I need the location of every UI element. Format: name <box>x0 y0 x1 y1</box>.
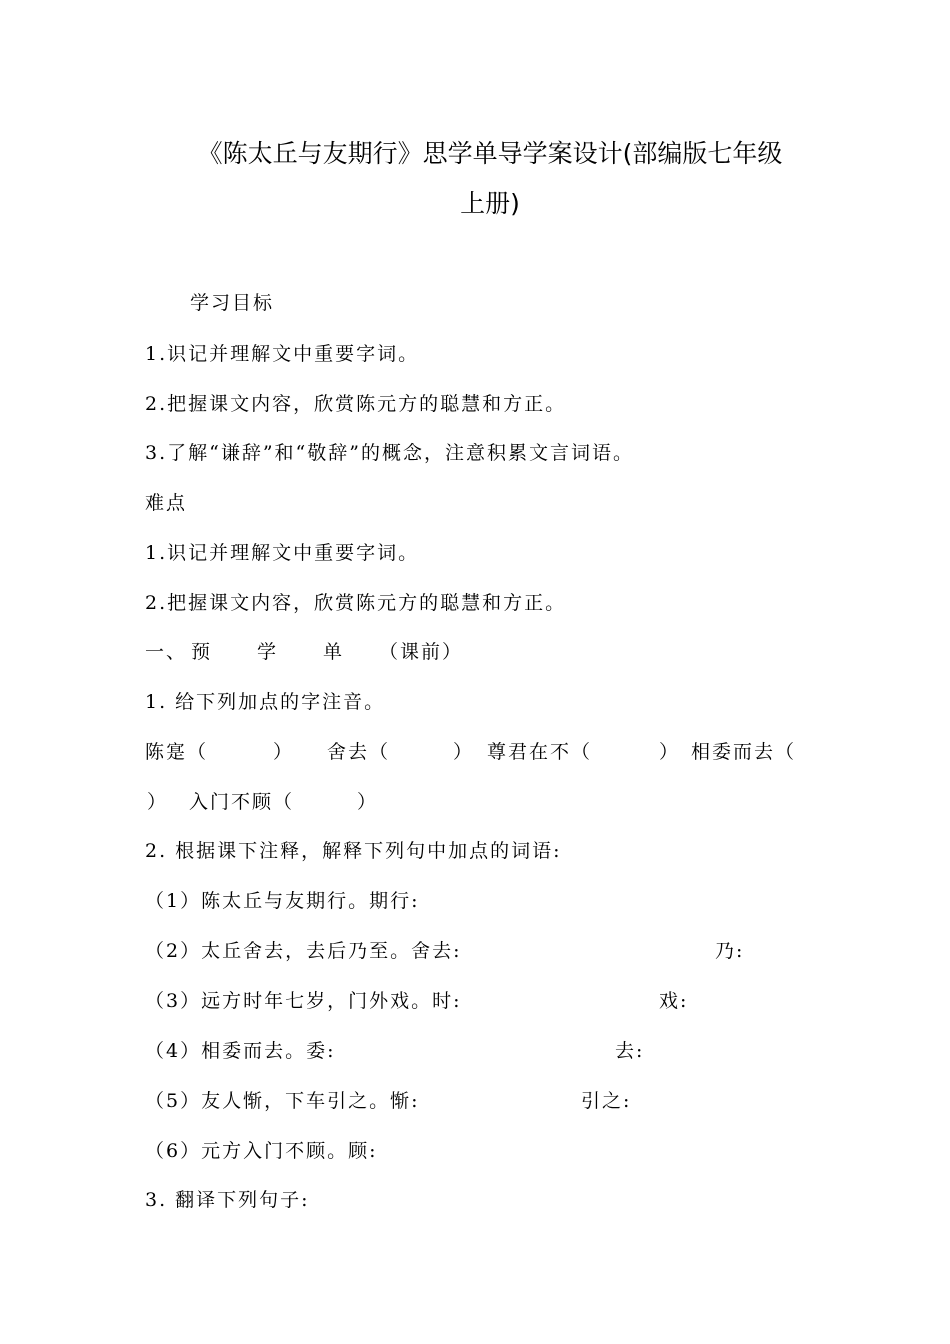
section1-heading-char: 学 <box>257 641 279 663</box>
objective-item: 3.了解“谦辞”和“敬辞”的概念，注意积累文言词语。 <box>145 442 634 464</box>
q2-item-text: （1）陈太丘与友期行。期行: <box>145 890 420 912</box>
q2-item <box>145 936 845 966</box>
q1-row-1 <box>145 737 845 767</box>
q2-item <box>145 1036 845 1066</box>
q1-item-chenshi: 陈寔（ <box>145 741 209 763</box>
q2-item <box>145 1086 845 1116</box>
section1-heading-char: 单 <box>323 641 345 663</box>
q2-prompt: 2. 根据课下注释，解释下列句中加点的词语: <box>145 840 562 862</box>
q1-paren-close: ） <box>147 791 169 813</box>
q1-paren-close: ） <box>453 741 475 763</box>
section1-heading-suffix: （课前） <box>379 641 464 663</box>
q2-item <box>145 886 845 916</box>
q1-item-rumen: 入门不顾（ <box>189 791 295 813</box>
section1-heading-char: 预 <box>191 641 213 663</box>
section1-heading-prefix: 一、 <box>145 641 188 663</box>
document-title-line-2: 上册) <box>460 189 520 218</box>
document-title-line-1: 《陈太丘与友期行》思学单导学案设计(部编版七年级 <box>197 139 783 168</box>
objective-item: 2.把握课文内容，欣赏陈元方的聪慧和方正。 <box>145 393 567 415</box>
q2-item-text: （6）元方入门不顾。顾: <box>145 1140 378 1162</box>
q1-prompt: 1. 给下列加点的字注音。 <box>145 691 386 713</box>
q3-prompt: 3. 翻译下列句子: <box>145 1189 310 1211</box>
q1-item-zunjun: 尊君在不（ <box>487 741 593 763</box>
section1-heading <box>145 637 845 667</box>
q2-item <box>145 986 845 1016</box>
q1-paren-close: ） <box>273 741 295 763</box>
q2-item-text: （3）远方时年七岁，门外戏。时: <box>145 990 462 1012</box>
objectives-heading: 学习目标 <box>190 292 275 314</box>
objective-item: 1.识记并理解文中重要字词。 <box>145 343 420 365</box>
q1-paren-close: ） <box>659 741 681 763</box>
q1-row-2 <box>145 787 845 817</box>
q1-item-xiangwei: 相委而去（ <box>691 741 797 763</box>
q2-item <box>145 1136 845 1166</box>
q2-item-text: （4）相委而去。委: <box>145 1040 336 1062</box>
q2-item-text: （5）友人惭，下车引之。惭: <box>145 1090 420 1112</box>
q1-paren-close: ） <box>357 791 379 813</box>
q1-item-sheqy: 舍去（ <box>327 741 391 763</box>
q2-item-extra: 引之: <box>581 1090 632 1112</box>
difficulty-item: 2.把握课文内容，欣赏陈元方的聪慧和方正。 <box>145 592 567 614</box>
q2-item-text: （2）太丘舍去，去后乃至。舍去: <box>145 940 462 962</box>
difficulties-heading: 难点 <box>145 492 188 514</box>
q2-item-extra: 戏: <box>659 990 689 1012</box>
difficulty-item: 1.识记并理解文中重要字词。 <box>145 542 420 564</box>
q2-item-extra: 去: <box>615 1040 645 1062</box>
q2-item-extra: 乃: <box>715 940 745 962</box>
